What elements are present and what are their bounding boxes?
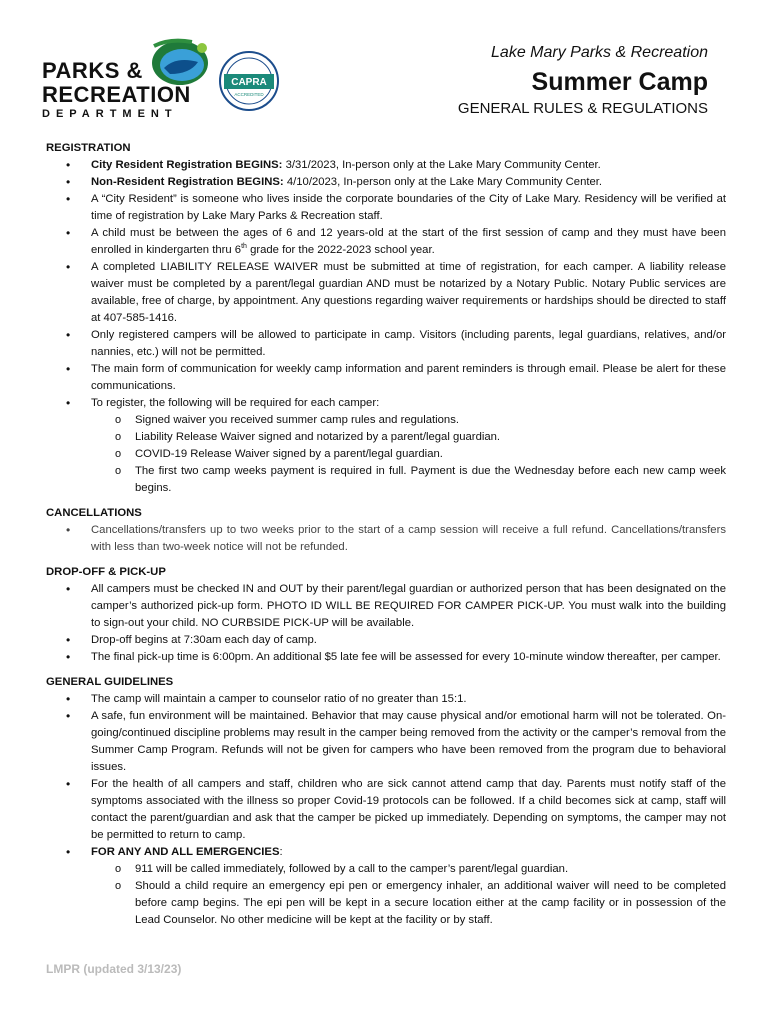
item-text: A child must be between the ages of 6 and 12 years-old at the start of the first session of camp and they must have been enrolled in kindergarten thru 6: [91, 227, 726, 256]
list-item: • All campers must be checked IN and OUT by their parent/legal guardian or authorized person that has been designated on the camper’s authorized pick-up form. PHOTO ID WILL BE REQUIRED FOR CAMPER PICK-UP. You must walk into the building to sign-out your child. NO CURBSIDE PICK-UP will be available.: [46, 581, 726, 632]
capra-accreditation-badge-icon: [218, 50, 280, 112]
cancellations-list: [46, 522, 726, 556]
dropoff-pickup-section: [46, 564, 726, 666]
section-heading: REGISTRATION: [46, 142, 131, 154]
item-text: grade for the 2022-2023 school year.: [246, 244, 435, 256]
item-text: To register, the following will be required for each camper:: [91, 397, 380, 409]
organization-name: Lake Mary Parks & Recreation: [491, 44, 708, 61]
general-guidelines-section: [46, 674, 726, 929]
sub-list-item: o COVID-19 Release Waiver signed by a parent/legal guardian.: [91, 446, 726, 463]
guidelines-list: [46, 691, 726, 929]
logo-line-3: DEPARTMENT: [42, 108, 178, 120]
section-heading: GENERAL GUIDELINES: [46, 676, 174, 688]
list-item: • Cancellations/transfers up to two weeks prior to the start of a camp session will receive a full refund. Cancellations/transfers with less than two-week notice will not be refunded.: [46, 522, 726, 556]
sub-list-item: o 911 will be called immediately, followed by a call to the camper’s parent/legal guardian.: [91, 861, 726, 878]
logo-line-1: PARKS &: [42, 58, 143, 83]
list-item: • A completed LIABILITY RELEASE WAIVER must be submitted at time of registration, for each camper. A liability release waiver must be completed by a parent/legal guardian AND must be notarized by a Notary Public. Notary Public services are available, free of charge, by appointment. Any questions regarding waiver requirements or hardships should be directed to staff at 407-585-1416.: [46, 259, 726, 327]
list-item: • The camp will maintain a camper to counselor ratio of no greater than 15:1.: [46, 691, 726, 708]
footer-note: LMPR (updated 3/13/23): [46, 962, 182, 976]
list-item: • A safe, fun environment will be maintained. Behavior that may cause physical and/or emotional harm will not be tolerated. On-going/continued discipline problems may result in the camper being removed from the activity or the camper’s removal from the Summer Camp Program. Refunds will not be given for campers who have been removed from the program due to behavioral issues.: [46, 708, 726, 776]
logo-line-2: RECREATION: [42, 82, 191, 107]
list-item: • For the health of all campers and staff, children who are sick cannot attend camp that day. Parents must notify staff of the symptoms associated with the illness so proper Covid-19 protocols can be followed. If a child becomes sick at camp, staff will contact the parent/guardian and ask that the camper be picked up immediately. Depending on symptoms, the camper may not be permitted to return to camp.: [46, 776, 726, 844]
list-item: [46, 157, 726, 174]
list-item: • A “City Resident” is someone who lives inside the corporate boundaries of the City of Lake Mary. Residency will be verified at time of registration by Lake Mary Parks & Recreation staff.: [46, 191, 726, 225]
page-title: Summer Camp: [531, 68, 708, 96]
registration-requirements-list: [91, 412, 726, 497]
section-heading: CANCELLATIONS: [46, 507, 142, 519]
list-item: [46, 225, 726, 259]
sub-list-item: o Signed waiver you received summer camp rules and regulations.: [91, 412, 726, 429]
parks-recreation-logo: [42, 36, 267, 120]
sub-list-item: o Liability Release Waiver signed and notarized by a parent/legal guardian.: [91, 429, 726, 446]
dropoff-list: [46, 581, 726, 666]
list-item: [46, 395, 726, 497]
list-item: • The main form of communication for weekly camp information and parent reminders is through email. Please be alert for these communications.: [46, 361, 726, 395]
list-item: [46, 844, 726, 929]
document-body: [46, 140, 726, 937]
item-text: :: [279, 846, 283, 858]
list-item: • Only registered campers will be allowed to participate in camp. Visitors (including parents, legal guardians, relatives, and/or nannies, etc.) will not be permitted.: [46, 327, 726, 361]
bold-label: Non-Resident Registration BEGINS:: [91, 176, 284, 188]
bold-label: FOR ANY AND ALL EMERGENCIES: [91, 846, 280, 858]
emergencies-list: [91, 861, 726, 929]
list-item: • Drop-off begins at 7:30am each day of camp.: [46, 632, 726, 649]
capra-badge-subtext: ACCREDITED: [234, 92, 264, 97]
list-item: • The final pick-up time is 6:00pm. An additional $5 late fee will be assessed for every 10-minute window thereafter, per camper.: [46, 649, 726, 666]
item-text: 3/31/2023, In-person only at the Lake Mary Community Center.: [282, 159, 601, 171]
superscript: th: [241, 243, 247, 251]
page-subtitle: GENERAL RULES & REGULATIONS: [457, 100, 708, 117]
capra-badge-text: CAPRA: [231, 77, 267, 88]
section-heading: DROP-OFF & PICK-UP: [46, 566, 166, 578]
sub-list-item: o Should a child require an emergency epi pen or emergency inhaler, an additional waiver will need to be completed before camp begins. The epi pen will be kept in a secure location either at the camp facility or in possession of the Lead Counselor. No other medicine will be kept at the facility or by staff.: [91, 878, 726, 929]
globe-logo-icon: [140, 38, 220, 88]
sub-list-item: o The first two camp weeks payment is required in full. Payment is due the Wednesday before each new camp week begins.: [91, 463, 726, 497]
item-text: 4/10/2023, In-person only at the Lake Mary Community Center.: [283, 176, 603, 188]
registration-section: [46, 140, 726, 497]
bold-label: City Resident Registration BEGINS:: [91, 159, 283, 171]
registration-list: [46, 157, 726, 497]
list-item: [46, 174, 726, 191]
cancellations-section: [46, 505, 726, 556]
